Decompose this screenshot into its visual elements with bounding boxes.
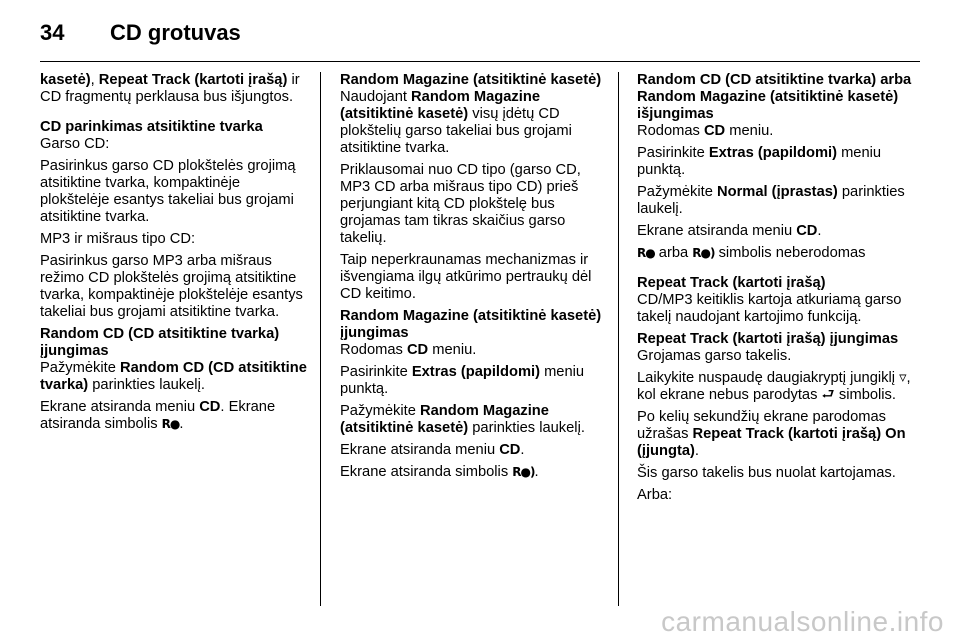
joystick-down-icon: ▿ [899,370,907,386]
section-heading: Random CD (CD atsitiktine tvarka) arba Random Magazine (atsitiktinė kasetė) išjungimas [637,72,912,122]
paragraph: Šis garso takelis bus nuolat kartojamas. [637,465,896,481]
paragraph: Pasirinkite Extras (papildomi) meniu punktą. [340,364,585,397]
paragraph: Grojamas garso takelis. [637,348,792,364]
column-divider-2 [618,72,619,606]
random-cd-icon: R● [637,246,655,260]
bold-term: Random Magazine (atsitiktinė kasetė) [340,89,540,122]
bold-term: CD [199,399,221,415]
paragraph: MP3 ir mišraus tipo CD: [40,231,196,247]
bold-term: CD [406,342,429,358]
bold-term: kasetė) [40,72,91,88]
section-heading: Random CD (CD atsitiktine tvarka) įjungimas [40,326,280,359]
random-cd-icon: R● [161,417,180,431]
bold-term: CD [499,442,521,458]
section-heading: Random Magazine (atsitiktinė kasetė) [340,72,602,88]
section-heading: CD parinkimas atsitiktine tvarka [40,119,263,135]
paragraph: Ekrane atsiranda meniu CD. Ekrane atsiranda simbolis R●. [40,399,276,432]
paragraph: Ekrane atsiranda meniu CD. [340,442,525,458]
repeat-icon: ⮐ [821,387,835,403]
bold-term: Extras (papildomi) [708,145,837,161]
paragraph: Rodomas CD meniu. [340,342,477,358]
bold-term: Repeat Track (kartoti įrašą) [98,72,288,88]
section-heading: Repeat Track (kartoti įrašą) įjungimas [637,331,899,347]
paragraph: R● arba R●) simbolis neberodomas [637,245,866,261]
paragraph: Taip neperkraunamas mechanizmas ir išvengiama ilgų atkūrimo pertraukų dėl CD keitimo. [340,252,592,302]
bold-term: Repeat Track (kartoti įrašą) On (įjungta) [637,426,906,459]
paragraph: Laikykite nuspaudę daugiakryptį jungiklį ▿, kol ekrane nebus parodytas ⮐ simbolis. [637,370,911,403]
paragraph: Ekrane atsiranda simbolis R●). [340,464,539,480]
paragraph: Po kelių sekundžių ekrane parodomas užrašas Repeat Track (kartoti įrašą) On (įjungta). [637,409,906,459]
random-magazine-icon: R●) [512,465,535,479]
column-1 [40,72,312,438]
column-divider-1 [320,72,321,606]
paragraph: Rodomas CD meniu. [637,123,774,139]
paragraph: CD/MP3 keitiklis kartoja atkuriamą garso takelį naudojant kartojimo funkciją. [637,292,902,325]
chapter-title: CD grotuvas [110,20,241,45]
paragraph: Naudojant Random Magazine (atsitiktinė kasetė) visų įdėtų CD plokštelių garso takeliai bus grojami atsitiktine tvarka. [340,89,572,156]
paragraph: Ekrane atsiranda meniu CD. [637,223,822,239]
column-3 [637,72,917,509]
paragraph: Pasirinkus garso CD plokštelės grojimą atsitiktine tvarka, kompaktinėje plokštelėje esantys takeliai bus grojami atsitiktine tvarka. [40,158,296,225]
paragraph: Garso CD: [40,136,110,152]
bold-term: CD [703,123,726,139]
paragraph: Priklausomai nuo CD tipo (garso CD, MP3 CD arba mišraus tipo CD) prieš perjungiant kitą CD plokštelę bus grojamas tam tikras skaičius garso takelių. [340,162,581,246]
bold-term: Extras (papildomi) [411,364,540,380]
random-magazine-icon: R●) [692,246,715,260]
paragraph: Arba: [637,487,673,503]
bold-term: Random CD (CD atsitiktine tvarka) [40,360,307,393]
paragraph: Pažymėkite Random Magazine (atsitiktinė kasetė) parinkties laukelį. [340,403,585,436]
header-divider [40,61,920,62]
bold-term: Normal (įprastas) [717,184,838,200]
bold-term: CD [796,223,818,239]
paragraph: Pažymėkite Normal (įprastas) parinkties laukelį. [637,184,905,217]
paragraph: Pasirinkus garso MP3 arba mišraus režimo CD plokštelės grojimą atsitiktine tvarka, kompaktinėje plokštelėje esantys takeliai bus grojami atsitiktine tvarka. [40,253,303,320]
page-number: 34 [40,20,65,45]
bold-term: Random Magazine (atsitiktinė kasetė) [340,403,549,436]
section-heading: Random Magazine (atsitiktinė kasetė) įjungimas [340,308,602,341]
paragraph: kasetė), Repeat Track (kartoti įrašą) ir CD fragmentų perklausa bus išjungtos. [40,72,300,105]
section-heading: Repeat Track (kartoti įrašą) [637,275,826,291]
page-header [40,18,241,48]
column-2 [340,72,612,486]
watermark: carmanualsonline.info [661,606,944,637]
paragraph: Pažymėkite Random CD (CD atsitiktine tvarka) parinkties laukelį. [40,360,307,393]
paragraph: Pasirinkite Extras (papildomi) meniu punktą. [637,145,882,178]
